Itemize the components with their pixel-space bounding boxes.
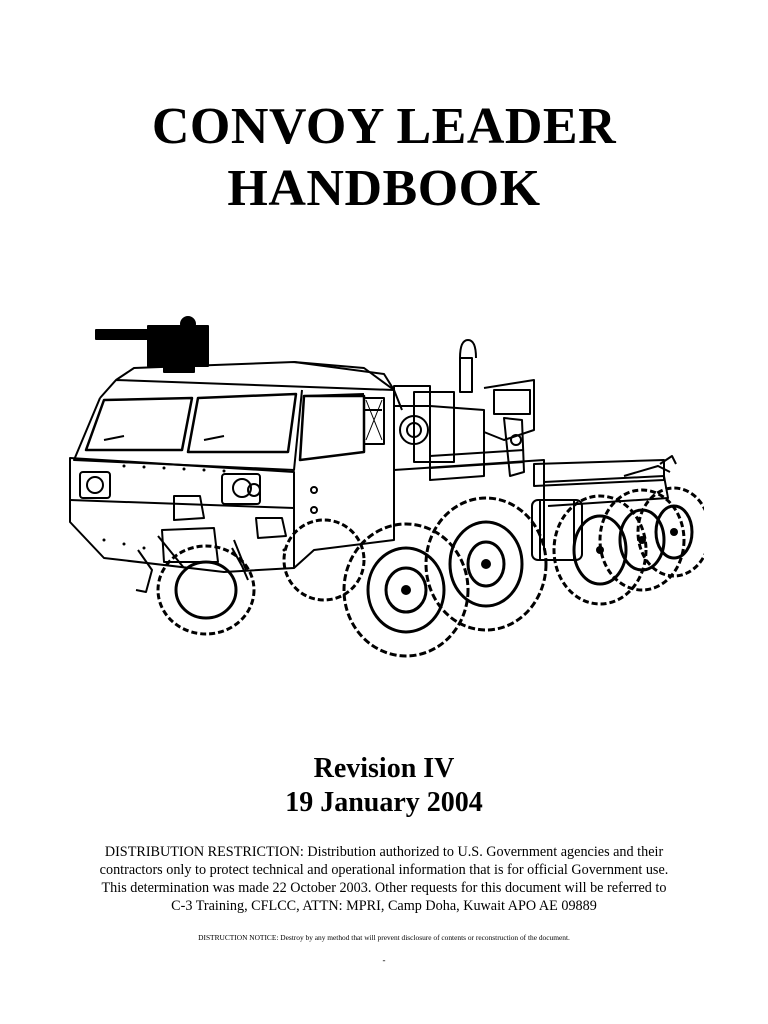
armored-truck-illustration xyxy=(64,300,704,670)
title-line-1: CONVOY LEADER xyxy=(151,98,617,155)
distribution-line-1: DISTRIBUTION RESTRICTION: Distribution authorized to U.S. Government agencies and their xyxy=(104,844,664,860)
footer-mark: - xyxy=(382,955,386,965)
distribution-restriction xyxy=(60,843,708,915)
distribution-line-2: contractors only to protect technical and operational information that is for official Government use. xyxy=(99,862,669,878)
revision-label: Revision IV xyxy=(313,753,455,784)
title-line-2: HANDBOOK xyxy=(227,160,541,217)
destruction-notice: DISTRUCTION NOTICE: Destroy by any method that will prevent disclosure of contents or reconstruction of the document. xyxy=(198,933,570,942)
distribution-line-4: C-3 Training, CFLCC, ATTN: MPRI, Camp Doha, Kuwait APO AE 09889 xyxy=(171,898,597,914)
document-title xyxy=(0,96,768,220)
distribution-line-3: This determination was made 22 October 2003. Other requests for this document will be referred to xyxy=(101,880,667,896)
revision-date: 19 January 2004 xyxy=(285,787,483,818)
revision-block xyxy=(0,752,768,820)
